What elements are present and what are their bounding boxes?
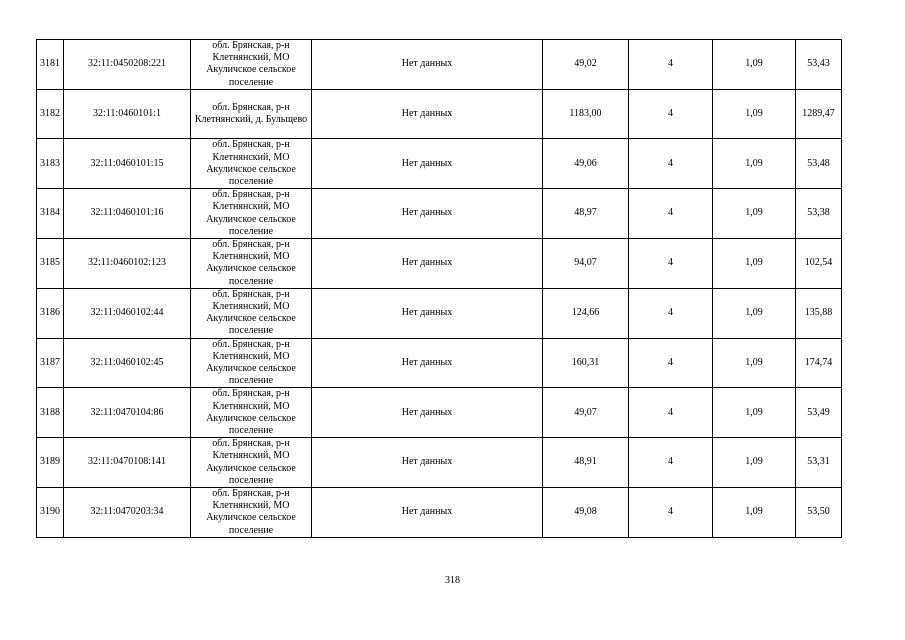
row-number-cell: 3186	[37, 288, 64, 338]
total-cell: 174,74	[796, 338, 842, 388]
count-cell: 4	[629, 238, 713, 288]
count-cell: 4	[629, 338, 713, 388]
status-cell: Нет данных	[312, 40, 543, 90]
count-cell: 4	[629, 40, 713, 90]
address-cell: обл. Брянская, р-н Клетнянский, МО Акуличское сельское поселение	[191, 139, 312, 189]
table-body	[37, 40, 842, 538]
coefficient-cell: 1,09	[713, 438, 796, 488]
status-cell: Нет данных	[312, 238, 543, 288]
address-cell: обл. Брянская, р-н Клетнянский, МО Акуличское сельское поселение	[191, 288, 312, 338]
cadastral-number-cell: 32:11:0470104:86	[64, 388, 191, 438]
total-cell: 102,54	[796, 238, 842, 288]
status-cell: Нет данных	[312, 488, 543, 538]
row-number-cell: 3183	[37, 139, 64, 189]
value-cell: 48,91	[543, 438, 629, 488]
cadastral-number-cell: 32:11:0460101:16	[64, 189, 191, 239]
count-cell: 4	[629, 189, 713, 239]
cadastral-table	[36, 39, 842, 538]
total-cell: 53,38	[796, 189, 842, 239]
cadastral-number-cell: 32:11:0470108:141	[64, 438, 191, 488]
table-row	[37, 288, 842, 338]
total-cell: 53,43	[796, 40, 842, 90]
address-cell: обл. Брянская, р-н Клетнянский, МО Акуличское сельское поселение	[191, 438, 312, 488]
status-cell: Нет данных	[312, 189, 543, 239]
table-row	[37, 139, 842, 189]
row-number-cell: 3190	[37, 488, 64, 538]
coefficient-cell: 1,09	[713, 40, 796, 90]
cadastral-number-cell: 32:11:0460101:15	[64, 139, 191, 189]
row-number-cell: 3181	[37, 40, 64, 90]
cadastral-number-cell: 32:11:0460101:1	[64, 89, 191, 139]
address-cell: обл. Брянская, р-н Клетнянский, МО Акуличское сельское поселение	[191, 40, 312, 90]
count-cell: 4	[629, 139, 713, 189]
count-cell: 4	[629, 89, 713, 139]
total-cell: 53,49	[796, 388, 842, 438]
row-number-cell: 3187	[37, 338, 64, 388]
status-cell: Нет данных	[312, 438, 543, 488]
coefficient-cell: 1,09	[713, 388, 796, 438]
cadastral-number-cell: 32:11:0460102:123	[64, 238, 191, 288]
value-cell: 49,08	[543, 488, 629, 538]
count-cell: 4	[629, 488, 713, 538]
coefficient-cell: 1,09	[713, 139, 796, 189]
count-cell: 4	[629, 388, 713, 438]
value-cell: 124,66	[543, 288, 629, 338]
value-cell: 160,31	[543, 338, 629, 388]
coefficient-cell: 1,09	[713, 189, 796, 239]
row-number-cell: 3182	[37, 89, 64, 139]
count-cell: 4	[629, 438, 713, 488]
value-cell: 48,97	[543, 189, 629, 239]
table-row	[37, 40, 842, 90]
cadastral-number-cell: 32:11:0470203:34	[64, 488, 191, 538]
value-cell: 1183,00	[543, 89, 629, 139]
row-number-cell: 3185	[37, 238, 64, 288]
value-cell: 49,02	[543, 40, 629, 90]
coefficient-cell: 1,09	[713, 238, 796, 288]
status-cell: Нет данных	[312, 139, 543, 189]
row-number-cell: 3188	[37, 388, 64, 438]
row-number-cell: 3189	[37, 438, 64, 488]
total-cell: 135,88	[796, 288, 842, 338]
address-cell: обл. Брянская, р-н Клетнянский, МО Акуличское сельское поселение	[191, 488, 312, 538]
coefficient-cell: 1,09	[713, 288, 796, 338]
table-row	[37, 89, 842, 139]
total-cell: 53,50	[796, 488, 842, 538]
coefficient-cell: 1,09	[713, 338, 796, 388]
status-cell: Нет данных	[312, 388, 543, 438]
table-row	[37, 338, 842, 388]
table-row	[37, 238, 842, 288]
row-number-cell: 3184	[37, 189, 64, 239]
cadastral-number-cell: 32:11:0450208:221	[64, 40, 191, 90]
value-cell: 49,06	[543, 139, 629, 189]
address-cell: обл. Брянская, р-н Клетнянский, МО Акуличское сельское поселение	[191, 238, 312, 288]
address-cell: обл. Брянская, р-н Клетнянский, МО Акуличское сельское поселение	[191, 189, 312, 239]
coefficient-cell: 1,09	[713, 89, 796, 139]
value-cell: 94,07	[543, 238, 629, 288]
cadastral-number-cell: 32:11:0460102:45	[64, 338, 191, 388]
coefficient-cell: 1,09	[713, 488, 796, 538]
value-cell: 49,07	[543, 388, 629, 438]
address-cell: обл. Брянская, р-н Клетнянский, д. Бульщево	[191, 89, 312, 139]
total-cell: 1289,47	[796, 89, 842, 139]
status-cell: Нет данных	[312, 288, 543, 338]
total-cell: 53,48	[796, 139, 842, 189]
table-row	[37, 438, 842, 488]
address-cell: обл. Брянская, р-н Клетнянский, МО Акуличское сельское поселение	[191, 338, 312, 388]
cadastral-number-cell: 32:11:0460102:44	[64, 288, 191, 338]
count-cell: 4	[629, 288, 713, 338]
status-cell: Нет данных	[312, 338, 543, 388]
page-number: 318	[445, 575, 460, 586]
total-cell: 53,31	[796, 438, 842, 488]
status-cell: Нет данных	[312, 89, 543, 139]
table-row	[37, 488, 842, 538]
table-row	[37, 189, 842, 239]
table-row	[37, 388, 842, 438]
address-cell: обл. Брянская, р-н Клетнянский, МО Акуличское сельское поселение	[191, 388, 312, 438]
